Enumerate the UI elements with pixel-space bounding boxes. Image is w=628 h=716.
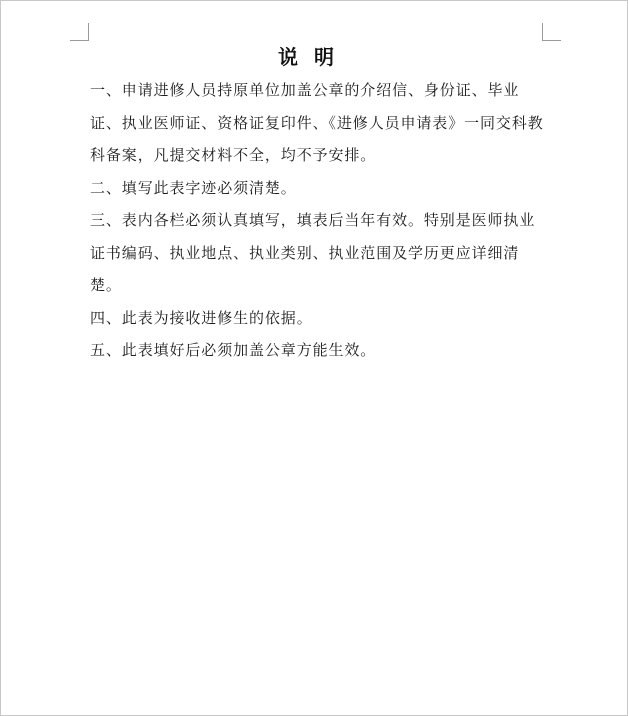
instruction-paragraph-3: 三、表内各栏必须认真填写，填表后当年有效。特别是医师执业证书编码、执业地点、执业类别、执业范围及学历更应详细清楚。 bbox=[90, 211, 536, 294]
crop-mark-top-left bbox=[70, 23, 89, 41]
instructions-body bbox=[90, 74, 546, 367]
instruction-paragraph-4: 四、此表为接收进修生的依据。 bbox=[90, 308, 313, 327]
crop-mark-top-right bbox=[542, 23, 561, 41]
instruction-paragraph-2: 二、填写此表字迹必须清楚。 bbox=[90, 178, 297, 197]
page-title: 说明 bbox=[278, 45, 350, 69]
instruction-paragraph-1: 一、申请进修人员持原单位加盖公章的介绍信、身份证、毕业证、执业医师证、资格证复印件、《进修人员申请表》一同交科教科备案，凡提交材料不全，均不予安排。 bbox=[90, 81, 544, 164]
instruction-paragraph-5: 五、此表填好后必须加盖公章方能生效。 bbox=[90, 341, 377, 359]
